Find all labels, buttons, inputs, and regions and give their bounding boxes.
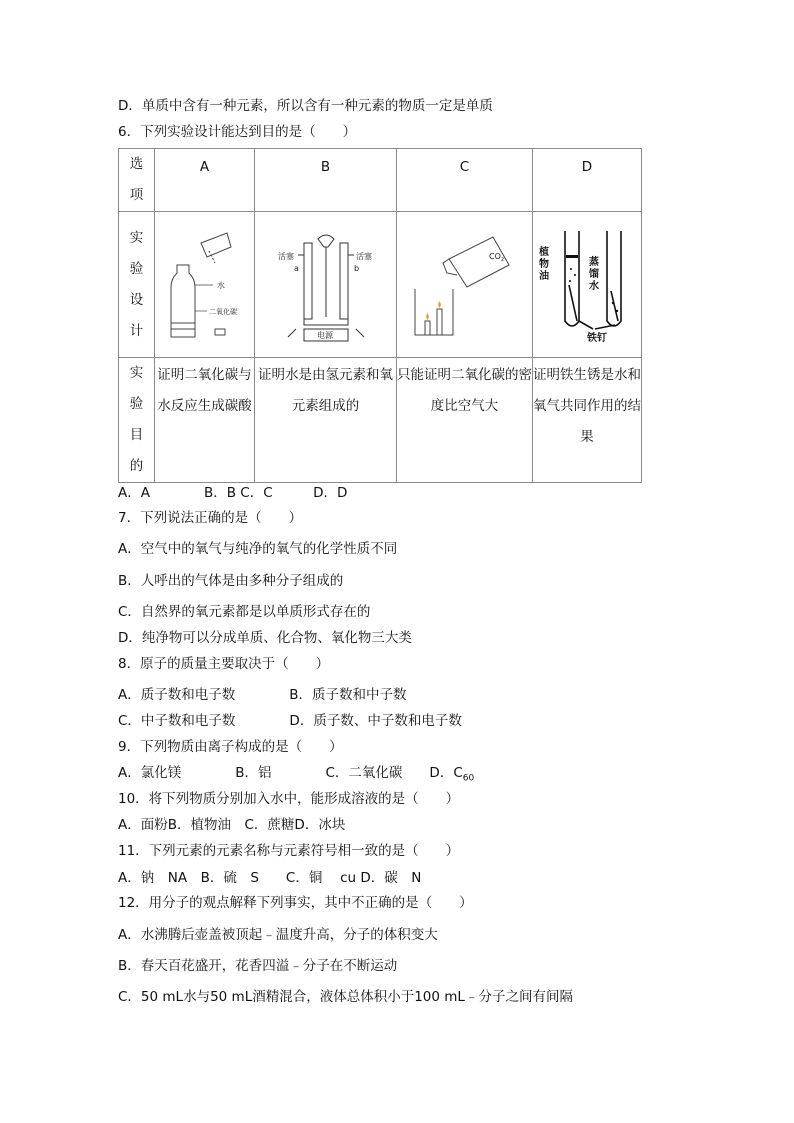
question-7-option-b: B．人呼出的气体是由多种分子组成的 xyxy=(118,573,344,589)
question-12-option-b: B．春天百花盛开，花香四溢﹣分子在不断运动 xyxy=(118,958,398,974)
beaker-icon xyxy=(415,289,453,335)
label-oil-char: 植 xyxy=(539,246,549,258)
label-water-char: 水 xyxy=(589,280,599,292)
question-10-options: A．面粉B．植物油 C．蔗糖D．冰块 xyxy=(118,817,346,833)
question-10-stem: 10．将下列物质分别加入水中，能形成溶液的是（ ） xyxy=(118,791,460,807)
purpose-a: 证明二氧化碳与水反应生成碳酸 xyxy=(155,358,255,483)
question-8-options-ab: A．质子数和电子数 B．质子数和中子数 xyxy=(118,687,407,703)
question-7-option-c: C．自然界的氧元素都是以单质形式存在的 xyxy=(118,604,371,620)
experiment-d-figure xyxy=(533,212,642,358)
tube-b-icon xyxy=(340,243,348,319)
purpose-c: 只能证明二氧化碳的密度比空气大 xyxy=(397,358,533,483)
row-header-option xyxy=(119,149,155,212)
question-8-stem: 8．原子的质量主要取决于（ ） xyxy=(118,656,330,672)
nail-right-icon xyxy=(611,291,618,321)
table-row xyxy=(119,358,642,483)
column-header-a: A xyxy=(155,149,255,212)
row-header-purpose xyxy=(119,358,155,483)
nail-left-icon xyxy=(569,285,577,321)
cap-icon xyxy=(215,329,225,335)
tube-a-icon xyxy=(304,243,312,319)
co2-bottle-illustration xyxy=(157,225,253,345)
test-tube-right-icon xyxy=(607,231,621,326)
row-header-char: 计 xyxy=(129,322,144,339)
row-header-char: 的 xyxy=(129,458,144,474)
label-water: 水 xyxy=(216,280,225,290)
row-header-char: 验 xyxy=(129,260,144,277)
question-11-options: A．钠 NA B．硫 S C．铜 cu D．碳 N xyxy=(118,870,422,886)
test-tube-left-icon xyxy=(565,231,579,326)
flame-icon xyxy=(438,301,441,308)
question-6-options: A．A B．B C．C D．D xyxy=(118,485,348,501)
question-6-table xyxy=(118,148,642,483)
pouring-beaker-icon xyxy=(201,233,231,257)
candle-tall-icon xyxy=(437,309,442,335)
column-header-d: D xyxy=(533,149,642,212)
question-12-stem: 12．用分子的观点解释下列事实，其中不正确的是（ ） xyxy=(118,895,473,911)
label-water-char: 馏 xyxy=(589,268,599,280)
label-power: 电源 xyxy=(316,330,333,340)
row-header-char: 设 xyxy=(129,291,144,308)
label-a: a xyxy=(293,263,299,273)
row-header-char: 验 xyxy=(129,396,144,412)
electrolysis-illustration xyxy=(258,225,394,345)
row-header-char: 目 xyxy=(129,427,144,443)
candle-short-icon xyxy=(425,321,430,335)
label-nail: 铁钉 xyxy=(587,332,607,344)
column-header-c: C xyxy=(397,149,533,212)
column-header-b: B xyxy=(255,149,397,212)
question-9-options xyxy=(118,764,474,788)
row-header-char: 实 xyxy=(129,229,144,246)
table-row xyxy=(119,212,642,358)
question-7-stem: 7．下列说法正确的是（ ） xyxy=(118,510,303,526)
label-oil-char: 油 xyxy=(539,270,549,282)
label-co2: 二氧化碳 xyxy=(208,307,237,316)
table-row xyxy=(119,149,642,212)
question-12-option-a: A．水沸腾后壶盖被顶起﹣温度升高，分子的体积变大 xyxy=(118,927,438,943)
experiment-b-figure xyxy=(255,212,397,358)
purpose-d: 证明铁生锈是水和氧气共同作用的结果 xyxy=(533,358,642,483)
label-stopcock-right: 活塞 xyxy=(355,251,372,261)
flame-icon xyxy=(426,313,429,320)
question-7-option-d: D．纯净物可以分成单质、化合物、氧化物三大类 xyxy=(118,630,412,646)
co2-candle-illustration xyxy=(401,225,529,345)
label-stopcock-left: 活塞 xyxy=(277,251,294,261)
row-header-design xyxy=(119,212,155,358)
row-header-char: 实 xyxy=(129,365,144,381)
label-co2-formula: $CO_2$ xyxy=(488,251,504,263)
label-oil-char: 物 xyxy=(539,258,549,270)
label-b: b xyxy=(353,263,359,273)
question-7-option-a: A．空气中的氧气与纯净的氧气的化学性质不同 xyxy=(118,541,398,557)
purpose-b: 证明水是由氢元素和氧元素组成的 xyxy=(255,358,397,483)
experiment-c-figure xyxy=(397,212,533,358)
funnel-icon xyxy=(318,235,334,247)
question-12-option-c: C．50 mL水与50 mL酒精混合，液体总体积小于100 mL﹣分子之间有间隔 xyxy=(118,989,573,1005)
question-8-options-cd: C．中子数和电子数 D．质子数、中子数和电子数 xyxy=(118,713,462,729)
subscript-60: 60 xyxy=(462,773,475,784)
row-header-char: 选 xyxy=(129,156,144,172)
experiment-a-figure xyxy=(155,212,255,358)
question-6-stem: 6．下列实验设计能达到目的是（ ） xyxy=(118,124,357,140)
option-d-prev: D．单质中含有一种元素，所以含有一种元素的物质一定是单质 xyxy=(118,98,493,114)
question-11-stem: 11．下列元素的元素名称与元素符号相一致的是（ ） xyxy=(118,843,460,859)
iron-rust-illustration xyxy=(535,225,639,345)
row-header-char: 项 xyxy=(129,187,144,203)
label-water-char: 蒸 xyxy=(589,256,599,268)
plastic-bottle-icon xyxy=(171,265,195,337)
question-9-stem: 9．下列物质由离子构成的是（ ） xyxy=(118,739,343,755)
question-9-options-text: A．氯化镁 B．铝 C．二氧化碳 D．C xyxy=(118,765,463,781)
